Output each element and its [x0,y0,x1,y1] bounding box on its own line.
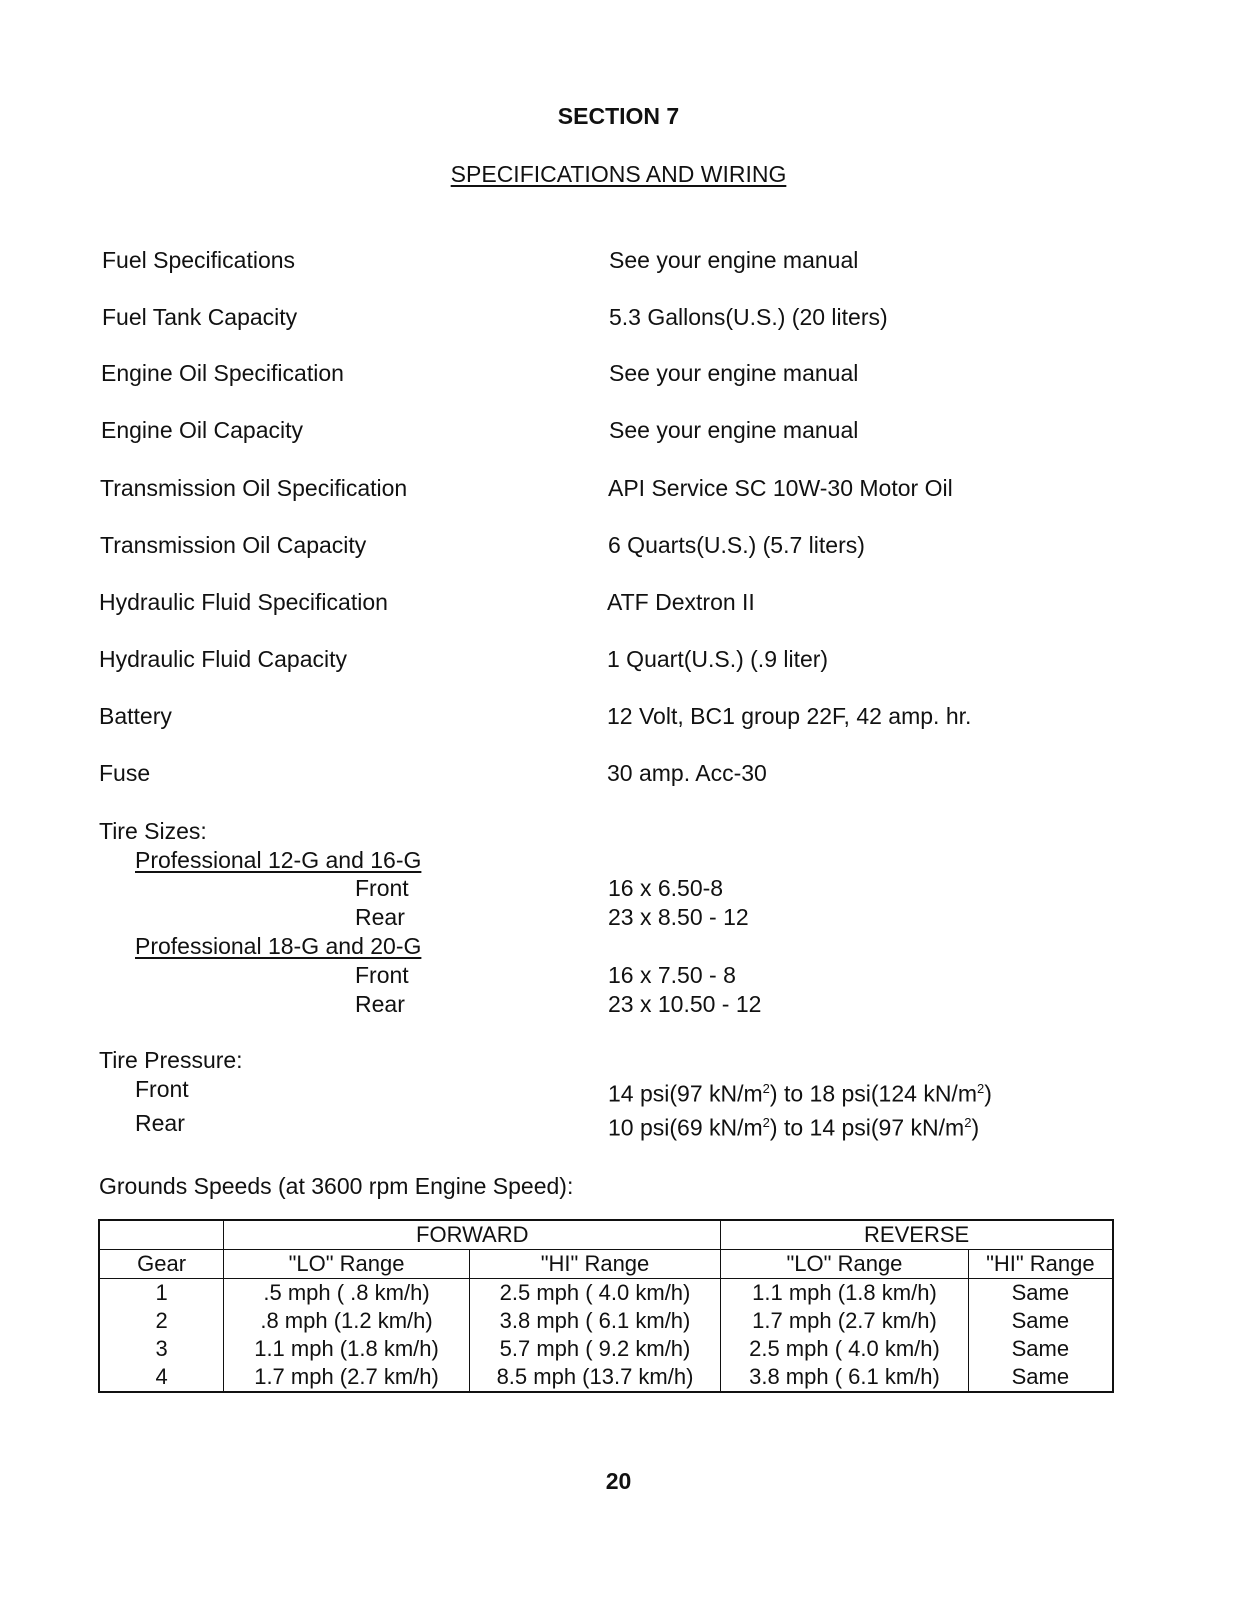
tire-model: Professional 18-G and 20-G [135,933,422,959]
superscript: 2 [964,1115,972,1130]
ground-speeds-heading: Grounds Speeds (at 3600 rpm Engine Speed): [99,1173,574,1199]
spec-value: ATF Dextron II [607,589,755,615]
tire-model: Professional 12-G and 16-G [135,847,422,873]
pressure-front-label: Front [135,1076,189,1102]
forward-hi-cell: 8.5 mph (13.7 km/h) [469,1363,720,1392]
gear-cell: 3 [99,1335,224,1363]
forward-header: FORWARD [224,1220,721,1250]
page-number: 20 [605,1468,632,1494]
tire-front-label: Front [355,962,409,988]
spec-label: Engine Oil Specification [101,360,344,386]
spec-label: Battery [99,703,172,729]
pressure-text: ) [984,1080,992,1107]
pressure-text: 10 psi(69 kN/m [608,1114,763,1141]
forward-lo-cell: 1.7 mph (2.7 km/h) [224,1363,469,1392]
tire-rear-value: 23 x 10.50 - 12 [608,991,762,1017]
spec-value: See your engine manual [609,247,859,273]
reverse-header: REVERSE [721,1220,1113,1250]
tire-front-value: 16 x 6.50-8 [608,875,724,901]
reverse-lo-cell: 1.7 mph (2.7 km/h) [721,1307,968,1335]
tire-front-value: 16 x 7.50 - 8 [608,962,736,988]
tire-front-label: Front [355,875,409,901]
spec-value: 6 Quarts(U.S.) (5.7 liters) [608,532,865,558]
forward-lo-cell: .5 mph ( .8 km/h) [224,1279,469,1308]
spec-value: API Service SC 10W-30 Motor Oil [608,475,953,501]
gear-cell: 4 [99,1363,224,1392]
tire-rear-label: Rear [355,991,405,1017]
section-title: SECTION 7 [557,103,680,129]
pressure-front-value [608,1075,992,1108]
superscript: 2 [977,1081,985,1096]
pressure-text: ) to 18 psi(124 kN/m [769,1080,977,1107]
table-subheader-row [99,1250,1113,1279]
pressure-text: ) to 14 psi(97 kN/m [769,1114,965,1141]
forward-hi-cell: 2.5 mph ( 4.0 km/h) [469,1279,720,1308]
tire-sizes-heading: Tire Sizes: [99,818,207,844]
forward-hi-cell: 3.8 mph ( 6.1 km/h) [469,1307,720,1335]
hi-range-header: "HI" Range [469,1250,720,1279]
forward-lo-cell: 1.1 mph (1.8 km/h) [224,1335,469,1363]
gear-cell: 1 [99,1279,224,1308]
tire-pressure-heading: Tire Pressure: [99,1047,243,1073]
spec-value: See your engine manual [609,417,859,443]
table-corner-cell [99,1220,224,1250]
lo-range-header: "LO" Range [721,1250,968,1279]
hi-range-header: "HI" Range [968,1250,1113,1279]
tire-rear-value: 23 x 8.50 - 12 [608,904,749,930]
pressure-rear-label: Rear [135,1110,185,1136]
spec-label: Engine Oil Capacity [101,417,303,443]
tire-rear-label: Rear [355,904,405,930]
reverse-hi-cell: Same [968,1335,1113,1363]
spec-value: 1 Quart(U.S.) (.9 liter) [607,646,829,672]
spec-label: Fuel Specifications [102,247,296,273]
spec-value: 30 amp. Acc-30 [607,760,767,786]
forward-hi-cell: 5.7 mph ( 9.2 km/h) [469,1335,720,1363]
spec-label: Hydraulic Fluid Specification [99,589,388,615]
reverse-hi-cell: Same [968,1279,1113,1308]
table-row [99,1307,1113,1335]
spec-label: Transmission Oil Specification [100,475,408,501]
reverse-lo-cell: 3.8 mph ( 6.1 km/h) [721,1363,968,1392]
spec-label: Fuse [99,760,151,786]
spec-label: Fuel Tank Capacity [102,304,298,330]
forward-lo-cell: .8 mph (1.2 km/h) [224,1307,469,1335]
table-row [99,1363,1113,1392]
table-header-row [99,1220,1113,1250]
gear-header: Gear [99,1250,224,1279]
spec-value: See your engine manual [609,360,859,386]
superscript: 2 [762,1081,770,1096]
pressure-text: ) [971,1114,980,1141]
spec-label: Transmission Oil Capacity [100,532,367,558]
ground-speeds-table [98,1219,1114,1393]
pressure-text: 14 psi(97 kN/m [608,1080,763,1107]
spec-label: Hydraulic Fluid Capacity [99,646,347,672]
table-row [99,1279,1113,1308]
superscript: 2 [762,1115,770,1130]
lo-range-header: "LO" Range [224,1250,469,1279]
gear-cell: 2 [99,1307,224,1335]
spec-value: 5.3 Gallons(U.S.) (20 liters) [609,304,888,330]
reverse-lo-cell: 2.5 mph ( 4.0 km/h) [721,1335,968,1363]
reverse-hi-cell: Same [968,1307,1113,1335]
table-row [99,1335,1113,1363]
pressure-rear-value [608,1109,979,1142]
reverse-hi-cell: Same [968,1363,1113,1392]
spec-value: 12 Volt, BC1 group 22F, 42 amp. hr. [607,703,972,729]
reverse-lo-cell: 1.1 mph (1.8 km/h) [721,1279,968,1308]
page-subtitle: SPECIFICATIONS AND WIRING [450,161,787,187]
